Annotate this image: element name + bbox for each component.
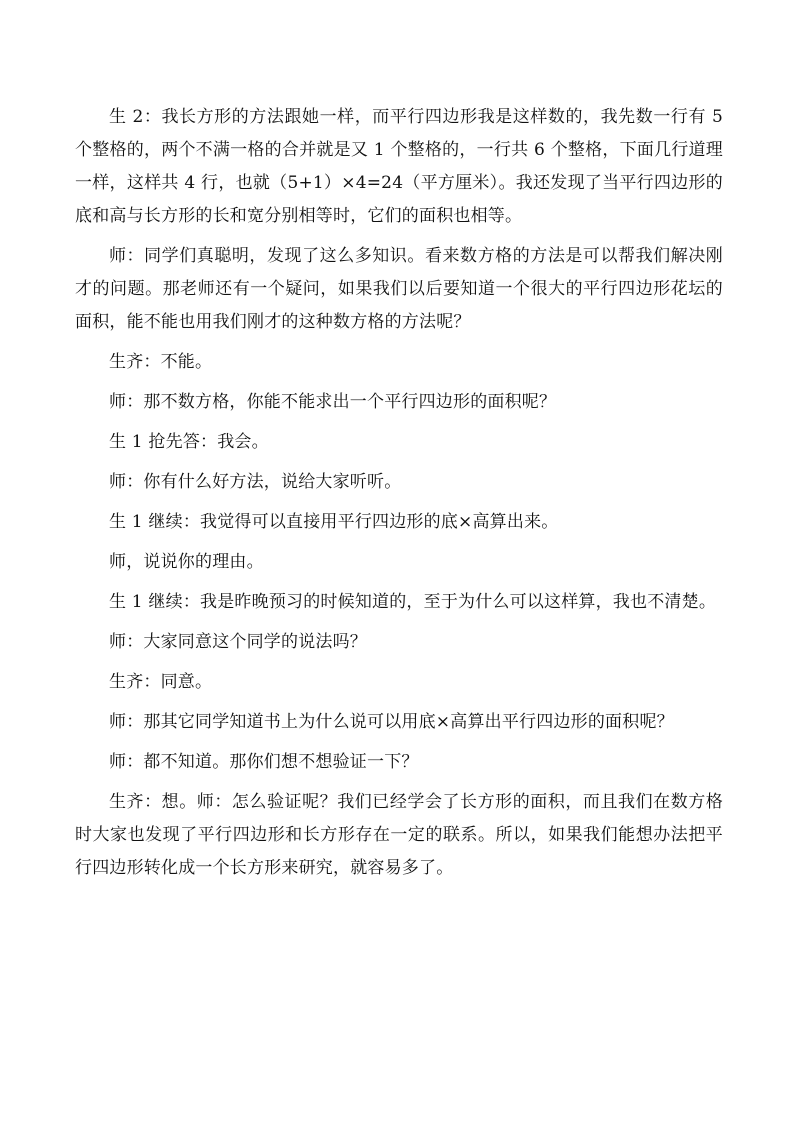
paragraph-2: 师：同学们真聪明，发现了这么多知识。看来数方格的方法是可以帮我们解决刚才的问题。那老师还有一个疑问，如果我们以后要知道一个很大的平行四边形花坛的面积，能不能也用我们刚才的这种数方格的方法呢？: [75, 246, 723, 332]
paragraph-14: 生齐：想。师：怎么验证呢？我们已经学会了长方形的面积，而且我们在数方格时大家也发现了平行四边形和长方形存在一定的联系。所以，如果我们能想办法把平行四边形转化成一个长方形来研究，就容易多了。: [75, 792, 723, 878]
paragraph-4: 师：那不数方格，你能不能求出一个平行四边形的面积呢？: [109, 392, 557, 412]
paragraph-7: 生 1 继续：我觉得可以直接用平行四边形的底×高算出来。: [109, 512, 559, 532]
paragraph-6: 师：你有什么好方法，说给大家听听。: [109, 472, 402, 492]
paragraph-5: 生 1 抢先答：我会。: [109, 432, 269, 452]
paragraph-1: 生 2：我长方形的方法跟她一样，而平行四边形我是这样数的，我先数一行有 5 个整格的，两个不满一格的合并就是又 1 个整格的，一行共 6 个整格，下面几行道理一样，这样共 4 行，也就（5+1）×4=24（平方厘米）。我还发现了当平行四边形的底和高与长方形的长和宽分别相等时，它们的面积也相等。: [75, 107, 723, 226]
paragraph-9: 生 1 继续：我是昨晚预习的时候知道的，至于为什么可以这样算，我也不清楚。: [109, 592, 717, 612]
paragraph-11: 生齐：同意。: [109, 672, 213, 692]
paragraph-10: 师：大家同意这个同学的说法吗？: [109, 632, 367, 652]
document-body: [75, 101, 723, 892]
paragraph-12: 师：那其它同学知道书上为什么说可以用底×高算出平行四边形的面积呢？: [109, 712, 674, 732]
paragraph-13: 师：都不知道。那你们想不想验证一下？: [109, 752, 419, 772]
paragraph-3: 生齐：不能。: [109, 352, 213, 372]
paragraph-8: 师，说说你的理由。: [109, 552, 264, 572]
